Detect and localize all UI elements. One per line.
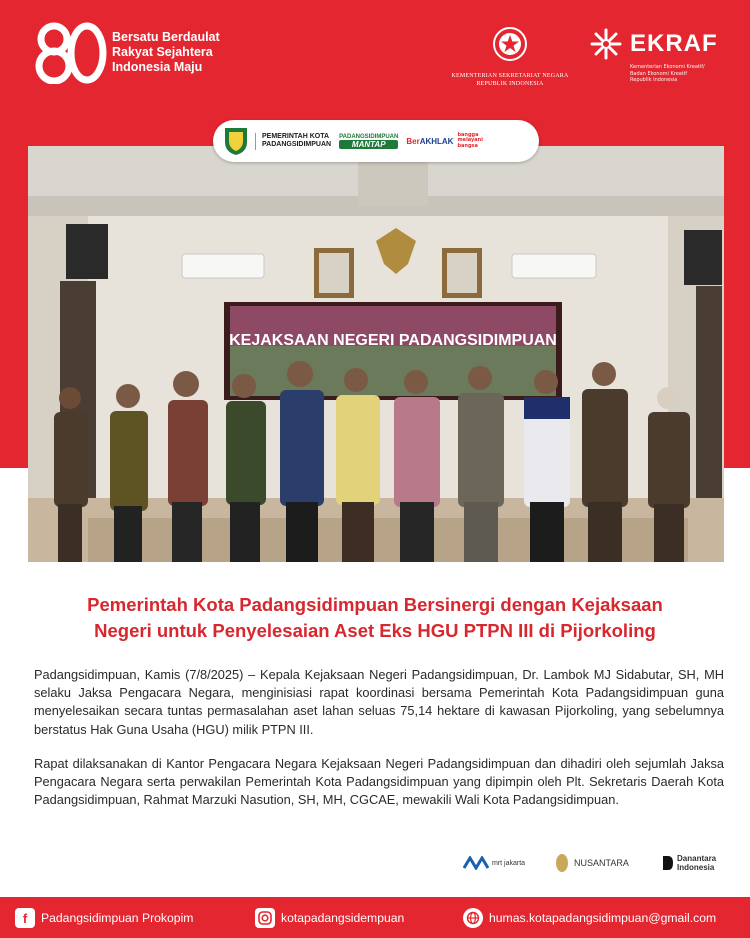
star-seal-icon	[492, 26, 528, 62]
bangga-1: bangga	[457, 131, 479, 138]
berakhlak-a: Ber	[406, 136, 420, 146]
ekraf-sub-2: Badan Ekonomi Kreatif	[630, 70, 687, 77]
ekraf-sub-3: Republik Indonesia	[630, 77, 678, 83]
kemensetneg-logo	[440, 26, 580, 88]
facebook-handle: Padangsidimpuan Prokopim	[41, 911, 194, 925]
email-address: humas.kotapadangsidimpuan@gmail.com	[489, 911, 717, 925]
pemkot-text	[255, 133, 331, 150]
tagline-line-1: Bersatu Berdaulat	[112, 30, 220, 44]
pemkot-line-2: PADANGSIDIMPUAN	[262, 141, 332, 148]
tagline-line-2: Rakyat Sejahtera	[112, 45, 213, 59]
instagram-icon	[255, 908, 275, 928]
mantap-logo	[339, 134, 398, 149]
facebook-icon: f	[15, 908, 35, 928]
hut-ri-80-logo	[34, 22, 108, 84]
pemkot-shield-icon	[223, 126, 249, 156]
ekraf-word: EKRAF	[630, 30, 718, 57]
danantara-icon	[662, 855, 674, 871]
berakhlak-b: AKHLAK	[419, 136, 454, 146]
pemkot-line-1: PEMERINTAH KOTA	[262, 132, 330, 140]
danantara-1: Danantara	[677, 854, 717, 863]
kemensetneg-line-2: REPUBLIK INDONESIA	[476, 81, 544, 87]
mrt-text: mrt jakarta	[492, 859, 526, 867]
danantara-2: Indonesia	[677, 863, 715, 872]
danantara-logo	[662, 851, 716, 875]
paragraph-1: Padangsidimpuan, Kamis (7/8/2025) – Kepala Kejaksaan Negeri Padangsidimpuan, Dr. Lambok MJ Sidabutar, SH, MH selaku Jaksa Pengacara Negara, menginisiasi rapat koordinasi bersama Pemerintah Kota Padangsidimpuan guna menyelesaikan secara tuntas permasalahan aset lahan seluas 75,14 hektare di kawasan Pijorkoling, yang sebelumnya berstatus Hak Guna Usaha (HGU) milik PTPN III.	[34, 667, 724, 737]
mrt-logo	[462, 851, 525, 875]
ekraf-snowflake-icon	[588, 26, 624, 62]
ekraf-sub-1: Kementerian Ekonomi Kreatif/	[630, 64, 705, 70]
bangga-melayani-logo	[457, 133, 482, 150]
mantap-top: PADANGSIDIMPUAN	[339, 133, 399, 140]
facebook-link[interactable]	[15, 908, 193, 928]
mrt-icon	[462, 856, 490, 870]
article-title	[20, 592, 730, 644]
nusantara-icon	[554, 853, 570, 873]
kemensetneg-line-1: KEMENTERIAN SEKRETARIAT NEGARA	[451, 73, 569, 79]
anniversary-number: 80	[71, 62, 73, 63]
nusantara-text: NUSANTARA	[574, 858, 629, 868]
paragraph-2: Rapat dilaksanakan di Kantor Pengacara Negara Kejaksaan Negeri Padangsidimpuan dan dihadiri oleh sejumlah Jaksa Pengacara Negara serta perwakilan Pemerintah Kota Padangsidimpuan yang dipimpin oleh Plt. Sekretaris Daerah Kota Padangsidimpuan, Rahmat Marzuki Nasution, SH, MH, CGCAE, mewakili Wali Kota Padangsidimpuan.	[34, 755, 724, 808]
tagline-line-3: Indonesia Maju	[112, 60, 203, 74]
instagram-handle: kotapadangsidempuan	[281, 911, 405, 925]
title-line-1: Pemerintah Kota Padangsidimpuan Bersinergi dengan Kejaksaan	[87, 594, 663, 615]
ekraf-logo	[588, 26, 718, 84]
banner-text: KEJAKSAAN NEGERI PADANGSIDIMPUAN	[229, 332, 557, 349]
bangga-3: bangsa	[457, 142, 478, 149]
pemkot-badge	[213, 120, 539, 162]
sponsor-logos	[462, 851, 732, 875]
title-line-2: Negeri untuk Penyelesaian Aset Eks HGU PTPN III di Pijorkoling	[94, 620, 656, 641]
email-link[interactable]	[463, 908, 716, 928]
globe-icon	[463, 908, 483, 928]
bangga-2: melayani	[457, 137, 483, 144]
mantap-word: MANTAP	[339, 140, 398, 149]
footer-bar	[0, 897, 750, 938]
article-body	[34, 666, 724, 825]
tagline	[112, 30, 220, 75]
nusantara-logo	[554, 851, 629, 875]
berakhlak-logo	[406, 137, 453, 146]
instagram-link[interactable]	[255, 908, 404, 928]
